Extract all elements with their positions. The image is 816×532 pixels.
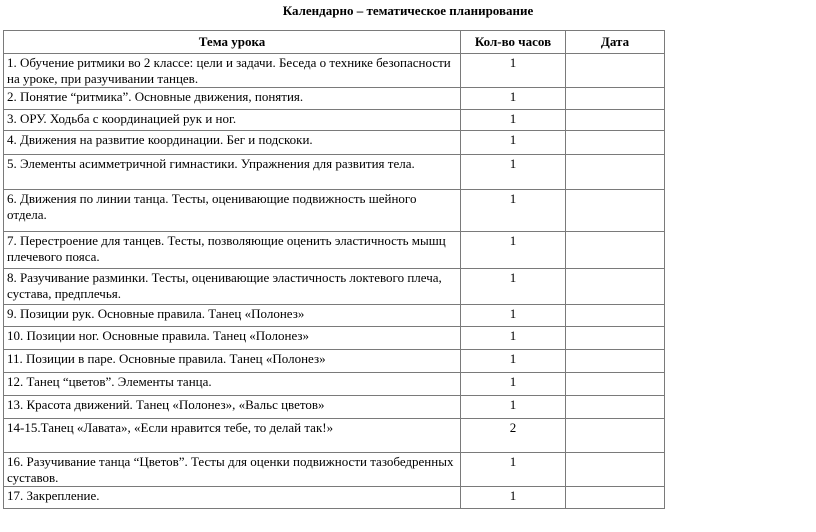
cell-date: [566, 487, 665, 509]
cell-date: [566, 453, 665, 487]
cell-hours: 1: [461, 190, 566, 232]
cell-topic: 8. Разучивание разминки. Тесты, оценивающие эластичность локтевого плеча, сустава, предплечья.: [4, 269, 461, 305]
cell-date: [566, 190, 665, 232]
cell-hours: 1: [461, 350, 566, 373]
table-row: [4, 131, 665, 155]
header-topic: Тема урока: [4, 31, 461, 54]
cell-hours: 1: [461, 110, 566, 131]
cell-date: [566, 54, 665, 88]
cell-topic: 13. Красота движений. Танец «Полонез», «Вальс цветов»: [4, 396, 461, 419]
cell-topic: 12. Танец “цветов”. Элементы танца.: [4, 373, 461, 396]
cell-hours: 1: [461, 269, 566, 305]
table-row: [4, 453, 665, 487]
table-row: [4, 327, 665, 350]
table-row: [4, 88, 665, 110]
cell-hours: 1: [461, 396, 566, 419]
cell-hours: 2: [461, 419, 566, 453]
table-row: [4, 373, 665, 396]
cell-date: [566, 396, 665, 419]
table-row: [4, 232, 665, 269]
table-row: [4, 396, 665, 419]
cell-topic: 11. Позиции в паре. Основные правила. Танец «Полонез»: [4, 350, 461, 373]
table-row: [4, 350, 665, 373]
page-title: Календарно – тематическое планирование: [282, 3, 534, 18]
cell-hours: 1: [461, 88, 566, 110]
header-date: Дата: [566, 31, 665, 54]
header-hours: Кол-во часов: [461, 31, 566, 54]
cell-date: [566, 350, 665, 373]
cell-topic: 17. Закрепление.: [4, 487, 461, 509]
cell-date: [566, 305, 665, 327]
table-row: [4, 305, 665, 327]
cell-topic: 16. Разучивание танца “Цветов”. Тесты для оценки подвижности тазобедренных суставов.: [4, 453, 461, 487]
cell-hours: 1: [461, 327, 566, 350]
table-header-row: [4, 31, 665, 54]
cell-date: [566, 373, 665, 396]
cell-hours: 1: [461, 305, 566, 327]
cell-topic: 3. ОРУ. Ходьба с координацией рук и ног.: [4, 110, 461, 131]
table-row: [4, 487, 665, 509]
cell-topic: 14-15.Танец «Лавата», «Если нравится тебе, то делай так!»: [4, 419, 461, 453]
cell-hours: 1: [461, 54, 566, 88]
cell-topic: 2. Понятие “ритмика”. Основные движения, понятия.: [4, 88, 461, 110]
lesson-plan-table: [3, 30, 665, 509]
cell-hours: 1: [461, 453, 566, 487]
cell-hours: 1: [461, 232, 566, 269]
cell-hours: 1: [461, 155, 566, 190]
table-row: [4, 155, 665, 190]
cell-date: [566, 88, 665, 110]
table-row: [4, 419, 665, 453]
cell-hours: 1: [461, 131, 566, 155]
cell-topic: 6. Движения по линии танца. Тесты, оценивающие подвижность шейного отдела.: [4, 190, 461, 232]
cell-date: [566, 269, 665, 305]
cell-topic: 1. Обучение ритмики во 2 классе: цели и задачи. Беседа о технике безопасности на уроке, при разучивании танцев.: [4, 54, 461, 88]
table-row: [4, 54, 665, 88]
table-row: [4, 269, 665, 305]
cell-hours: 1: [461, 487, 566, 509]
cell-date: [566, 110, 665, 131]
cell-date: [566, 155, 665, 190]
cell-date: [566, 232, 665, 269]
cell-topic: 7. Перестроение для танцев. Тесты, позволяющие оценить эластичность мышц плечевого пояса.: [4, 232, 461, 269]
cell-hours: 1: [461, 373, 566, 396]
cell-topic: 9. Позиции рук. Основные правила. Танец «Полонез»: [4, 305, 461, 327]
cell-topic: 4. Движения на развитие координации. Бег и подскоки.: [4, 131, 461, 155]
cell-date: [566, 419, 665, 453]
cell-topic: 10. Позиции ног. Основные правила. Танец «Полонез»: [4, 327, 461, 350]
table-row: [4, 190, 665, 232]
cell-date: [566, 131, 665, 155]
cell-topic: 5. Элементы асимметричной гимнастики. Упражнения для развития тела.: [4, 155, 461, 190]
cell-date: [566, 327, 665, 350]
table-row: [4, 110, 665, 131]
